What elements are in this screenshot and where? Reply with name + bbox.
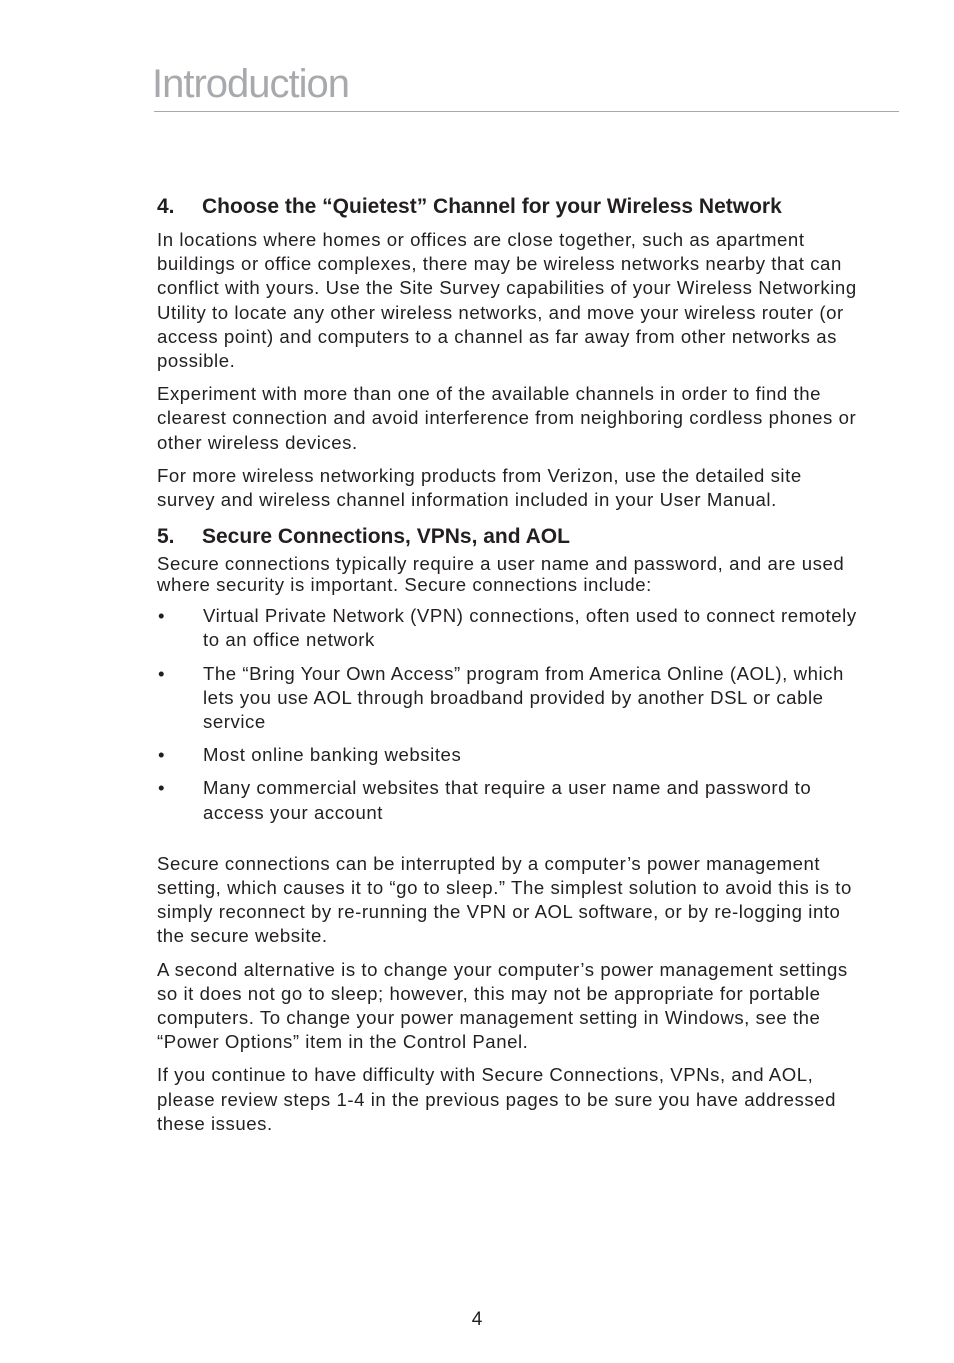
list-item: [157, 662, 862, 735]
section-5-number: 5.: [157, 525, 175, 549]
section-5-heading: [157, 524, 862, 550]
list-item: [157, 776, 862, 824]
section-5-intro: Secure connections typically require a user name and password, and are used where security is important. Secure connections include:: [157, 553, 845, 596]
page-content: [157, 194, 862, 1136]
list-item: [157, 604, 862, 652]
page-header-title: Introduction: [152, 62, 350, 106]
bullet-symbol: •: [158, 605, 166, 627]
list-item-text: The “Bring Your Own Access” program from America Online (AOL), which lets you use AOL through broadband provided by another DSL or cable service: [203, 662, 844, 733]
bullet-symbol: •: [158, 662, 166, 684]
secure-connections-list: [157, 604, 862, 825]
bullet-symbol: •: [158, 744, 166, 766]
section-4-paragraph-2: Experiment with more than one of the available channels in order to find the clearest connection and avoid interference from neighboring cordless phones or other wireless devices.: [157, 383, 857, 453]
list-item: [157, 743, 862, 767]
section-4-paragraph-1: In locations where homes or offices are close together, such as apartment buildings or office complexes, there may be wireless networks nearby that can conflict with yours. Use the Site Survey capabilities of your Wireless Networking Utility to locate any other wireless networks, and move your wireless router (or access point) and computers to a channel as far away from other networks as possible.: [157, 229, 857, 372]
section-5-paragraph-2: A second alternative is to change your computer’s power management settings so it does not go to sleep; however, this may not be appropriate for portable computers. To change your power management setting in Windows, see the “Power Options” item in the Control Panel.: [157, 958, 848, 1053]
header-divider: [154, 111, 899, 112]
section-5-paragraph-1: Secure connections can be interrupted by a computer’s power management setting, which causes it to “go to sleep.” The simplest solution to avoid this is to simply reconnect by re-running the VPN or AOL software, or by re-logging into the secure website.: [157, 852, 852, 947]
section-5-paragraph-3: If you continue to have difficulty with Secure Connections, VPNs, and AOL, please review steps 1-4 in the previous pages to be sure you have addressed these issues.: [157, 1064, 836, 1134]
list-item-text: Most online banking websites: [203, 744, 462, 766]
list-item-text: Virtual Private Network (VPN) connections, often used to connect remotely to an office network: [203, 605, 857, 651]
section-4-paragraph-3: For more wireless networking products from Verizon, use the detailed site survey and wireless channel information included in your User Manual.: [157, 464, 802, 511]
list-item-text: Many commercial websites that require a user name and password to access your account: [203, 777, 812, 823]
section-4-title: Choose the “Quietest” Channel for your Wireless Network: [202, 195, 782, 218]
section-4-heading: [157, 194, 862, 220]
page-number: 4: [471, 1309, 483, 1330]
section-5-title: Secure Connections, VPNs, and AOL: [202, 525, 570, 549]
bullet-symbol: •: [158, 777, 166, 799]
section-4-number: 4.: [157, 195, 175, 218]
